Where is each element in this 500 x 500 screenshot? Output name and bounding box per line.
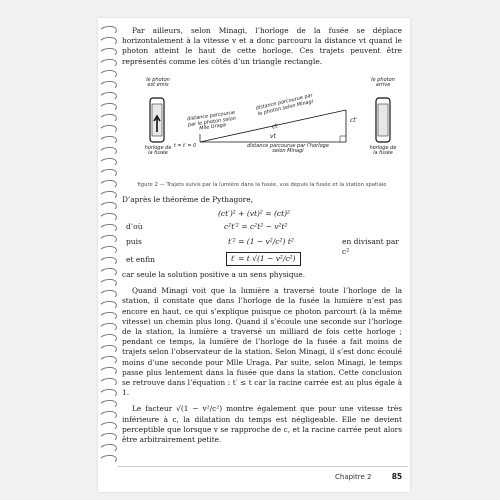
page-number: 85: [391, 472, 403, 481]
label-vt-symbol: vt: [270, 132, 276, 140]
binding-ring: [98, 410, 117, 422]
binding-ring: [98, 289, 117, 301]
figure-caption: figure 2 — Trajets suivis par la lumière dans la fusée, vus depuis la fusée et la station spatiale: [137, 181, 387, 188]
label-ct-symbol: ct: [271, 122, 279, 131]
binding-ring: [98, 377, 117, 389]
binding-ring: [98, 432, 117, 444]
binding-ring: [98, 47, 117, 59]
binding-ring: [98, 300, 117, 312]
binding-ring: [98, 333, 117, 345]
binding-ring: [98, 212, 117, 224]
binding-ring: [98, 388, 117, 400]
binding-ring: [98, 201, 117, 213]
equation-final-boxed: t′ = t √(1 − v²/c²): [226, 252, 301, 266]
spiral-binding: [99, 26, 119, 466]
binding-ring: [98, 124, 117, 136]
label-left-rocket-clock: horloge de la fusée: [144, 144, 172, 157]
binding-ring: [98, 58, 117, 70]
positive-solution-note: car seule la solution positive a un sens physique.: [122, 270, 306, 280]
binding-ring: [98, 311, 117, 323]
paragraph-lorentz-factor: Le facteur √(1 − v²/c²) montre également que pour une vitesse très inférieure à c, la dilatation du temps est négligeable. Elle ne devient perceptible que lorsque v se rapproche de c, et la racine carrée peut alors être arbitrairement petite.: [122, 404, 402, 445]
label-puis: puis: [126, 237, 142, 247]
binding-ring: [98, 366, 117, 378]
binding-ring: [98, 80, 117, 92]
binding-ring: [98, 157, 117, 169]
footer-rule: [118, 466, 408, 467]
binding-ring: [98, 135, 117, 147]
binding-ring: [98, 102, 117, 114]
page-footer: [335, 472, 402, 481]
binding-ring: [98, 234, 117, 246]
right-clock-tube: [378, 104, 388, 136]
label-distance-clock: distance parcourue par l’horloge selon Minagi: [247, 142, 329, 155]
label-right-rocket-clock: horloge de la fusée: [369, 144, 397, 157]
binding-ring: [98, 146, 117, 158]
binding-ring: [98, 322, 117, 334]
binding-ring: [98, 256, 117, 268]
paragraph-intro: Par ailleurs, selon Minagi, l’horloge de la fusée se déplace horizontalement à la vitesse v et a donc parcouru la distance vt quand le photon atteint le haut de cette horloge. Ces trajets peuvent être représentés comme les côtés d’un triangle rectangle.: [122, 26, 402, 66]
equation-row-2: [122, 221, 402, 234]
binding-ring: [98, 25, 117, 37]
label-dou: d’où: [126, 222, 143, 232]
binding-ring: [98, 443, 117, 455]
page-content: [122, 26, 402, 448]
equation-row-1: [122, 208, 402, 221]
binding-ring: [98, 454, 117, 466]
binding-ring: [98, 344, 117, 356]
binding-ring: [98, 179, 117, 191]
figure-light-paths: [122, 70, 402, 180]
label-time-zero: t = t′ = 0: [174, 143, 197, 149]
binding-ring: [98, 355, 117, 367]
note-dividing-by-c2: en divisant par c²: [342, 237, 399, 257]
binding-ring: [98, 223, 117, 235]
binding-ring: [98, 36, 117, 48]
equation-divided: t′² = (1 − v²/c²) t²: [228, 237, 294, 247]
label-ct-prime-symbol: ct′: [350, 116, 358, 124]
binding-ring: [98, 278, 117, 290]
equation-row-4: [122, 250, 402, 270]
label-distance-uraga: distance parcourue par le photon selon Mlle Uraga: [186, 109, 237, 132]
right-angle-mark: [340, 136, 346, 142]
binding-ring: [98, 69, 117, 81]
binding-ring: [98, 190, 117, 202]
label-distance-minagi: distance parcourue par le photon selon Minagi: [255, 92, 314, 117]
label-photon-emitted: le photon est émis: [146, 76, 170, 89]
binding-ring: [98, 113, 117, 125]
equation-expanded: c²t′² = c²t² − v²t²: [224, 222, 288, 232]
binding-ring: [98, 421, 117, 433]
binding-ring: [98, 168, 117, 180]
label-et-enfin: et enfin: [126, 255, 155, 265]
pythagoras-intro: D’après le théorème de Pythagore,: [122, 194, 253, 204]
binding-ring: [98, 91, 117, 103]
chapter-label: Chapitre 2: [335, 473, 372, 481]
equation-pythagoras: (ct′)² + (vt)² = (ct)²: [218, 209, 291, 219]
label-photon-arrives: le photon arrive: [371, 76, 395, 89]
paragraph-minagi-observation: Quand Minagi voit que la lumière a traversé toute l’horloge de la station, il constate que dans l’horloge de la fusée la lumière n’est pas encore en haut, ce qui s’explique puisque ce photon parcourt (à la même vitesse) un chemin plus long. Quand il s’écoule une seconde sur l’horloge de la station, la lumière a traversé un milliard de fois cette horloge ; pendant ce temps, la lumière de l’horloge de la fusée a fait moins de trajets selon l’observateur de la station. Selon Minagi, il s’est donc écoulé moins d’une seconde pour Mlle Uraga. Par suite, selon Minagi, le temps passe plus lentement dans la fusée que dans la station. Cette conclusion se retrouve dans l’équation : t′ ≤ t car la racine carrée est au plus égale à 1.: [122, 286, 402, 398]
equation-row-3: [122, 234, 402, 257]
binding-ring: [98, 245, 117, 257]
binding-ring: [98, 267, 117, 279]
binding-ring: [98, 399, 117, 411]
